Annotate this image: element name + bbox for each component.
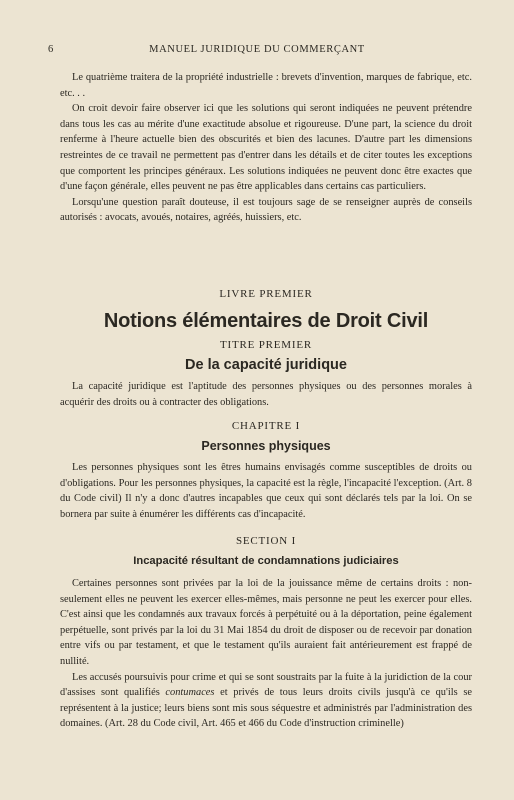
page-header	[48, 44, 466, 58]
emphasis-contumaces: contumaces	[165, 687, 215, 699]
chapitre-body	[60, 460, 472, 522]
paragraph	[60, 670, 472, 732]
section-title: Incapacité résultant de condamnations judiciaires	[133, 555, 399, 567]
chapitre-label: CHAPITRE I	[231, 420, 301, 432]
paragraph: Lorsqu'une question paraît douteuse, il est toujours sage de se renseigner auprès de conseils autorisés : avocats, avoués, notaires, agréés, huissiers, etc.	[60, 196, 472, 224]
livre-label: LIVRE PREMIER	[219, 288, 313, 300]
paragraph: Le quatrième traitera de la propriété industrielle : brevets d'invention, marques de fabrique, etc. etc. . .	[60, 72, 472, 99]
running-head: MANUEL JURIDIQUE DU COMMERÇANT	[149, 44, 365, 55]
livre-title: Notions élémentaires de Droit Civil	[103, 310, 429, 332]
page-number: 6	[48, 44, 54, 55]
intro-text	[60, 70, 472, 226]
paragraph-text: Les accusés poursuivis pour crime et qui se sont soustraits par la fuite à la juridiction de la cour d'assises sont qualifiés	[60, 671, 472, 699]
titre-label: TITRE PREMIER	[220, 339, 312, 351]
chapitre-title: Personnes physiques	[201, 439, 331, 453]
titre-title: De la capacité juridique	[185, 357, 347, 373]
paragraph: On croit devoir faire observer ici que les solutions qui seront indiquées ne peuvent prétendre dans tous les cas au mérite d'une exactitude absolue et rigoureuse. D'une part, la science du droit renferme à l'heure actuelle bien des obscurités et bien des lacunes. D'autre part les dimensions restreintes de ce travail ne permettent pas d'entrer dans les détails et de citer toutes les exceptions que comportent les principes généraux. Les solutions indiquées ne peuvent donc être exactes que d'une façon générale, elles peuvent ne pas être applicables dans certains cas particuliers.	[60, 103, 472, 193]
titre-body	[60, 379, 472, 410]
paragraph-text: et privés de tous leurs droits civils jusqu'à ce qu'ils se représentent à la justice; leurs biens sont mis sous séquestre et administrés par l'administration des domaines. (Art. 28 du Code civil, Art. 465 et 466 du Code d'instruction criminelle)	[60, 687, 472, 730]
section-body	[60, 576, 472, 732]
paragraph: Certaines personnes sont privées par la loi de la jouissance même de certains droits : non-seulement elles ne peuvent les exercer elles-mêmes, mais personne ne peut les exercer pour elles. C'est ainsi que les condamnés aux travaux forcés à perpétuité ou à la déportation, peine également perpétuelle, sont privés par la loi du 31 Mai 1854 du droit de disposer ou de recevoir par donation entre vifs ou par testament, et que le testament qu'ils auraient fait antérieurement est frappé de nullité.	[60, 578, 472, 667]
paragraph: La capacité juridique est l'aptitude des personnes physiques ou des personnes morales à acquérir des droits ou à contracter des obligations.	[60, 381, 472, 408]
paragraph: Les personnes physiques sont les êtres humains envisagés comme susceptibles de droits ou d'obligations. Pour les personnes physiques, la capacité est la règle, l'incapacité l'exception. (Art. 8 du Code civil) Il n'y a donc d'autres incapables que ceux qui sont déclarés tels par la loi. On se bornera par suite à énumérer les différents cas d'incapacité.	[60, 462, 472, 520]
section-label: SECTION I	[235, 535, 297, 547]
